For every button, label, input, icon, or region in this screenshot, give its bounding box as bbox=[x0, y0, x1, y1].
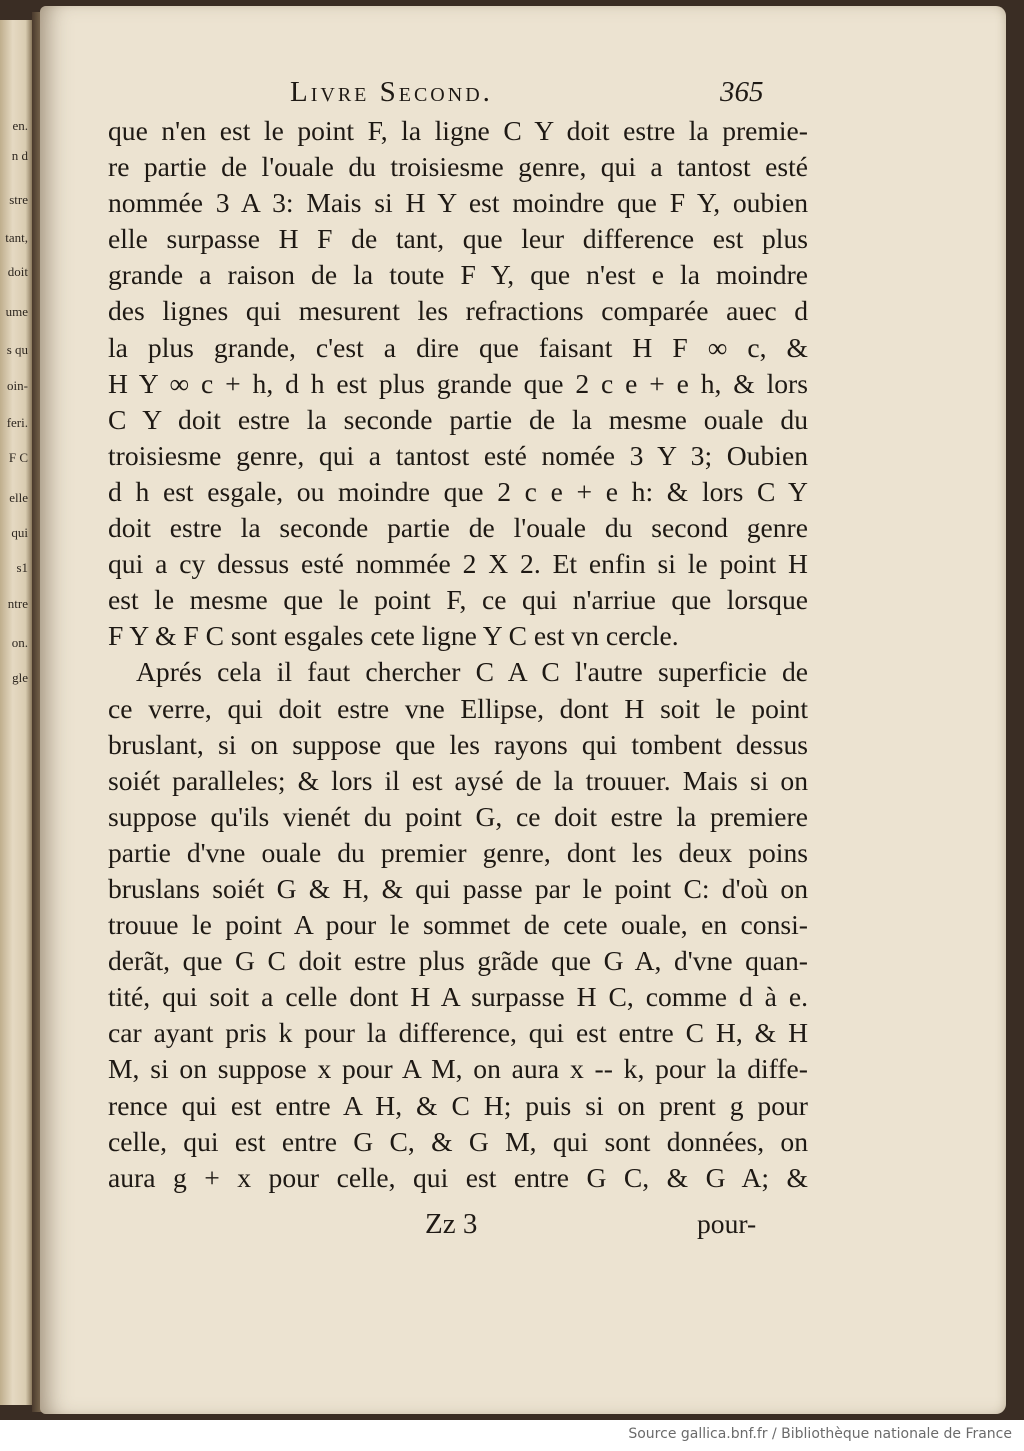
facing-page-fragment: stre bbox=[9, 192, 28, 207]
facing-page-fragment: feri. bbox=[6, 415, 28, 430]
running-head: Livre Second. bbox=[290, 76, 493, 108]
facing-page-fragment: tant, bbox=[5, 230, 28, 245]
text-line: qui a cy dessus esté nommée 2 X 2. Et enfin si le point H bbox=[108, 548, 808, 580]
catchword: pour- bbox=[697, 1208, 757, 1239]
text-line: grande a raison de la toute F Y, que n'est e la moindre bbox=[108, 259, 808, 291]
facing-page-fragment: gle bbox=[12, 670, 28, 685]
text-line: bruslans soiét G & H, & qui passe par le point C: d'où on bbox=[108, 872, 808, 904]
text-line: elle surpasse H F de tant, que leur difference est plus bbox=[108, 223, 808, 255]
text-line: F Y & F C sont esgales cete ligne Y C est vn cercle. bbox=[108, 620, 679, 652]
text-line: des lignes qui mesurent les refractions comparée auec d bbox=[108, 295, 808, 327]
text-line: que n'en est le point F, la ligne C Y doit estre la premie- bbox=[108, 115, 808, 146]
text-line: car ayant pris k pour la difference, qui est entre C H, & H bbox=[108, 1017, 808, 1049]
page-header bbox=[40, 76, 1006, 116]
facing-page-fragment: oin- bbox=[7, 378, 28, 393]
text-line: celle, qui est entre G C, & G M, qui sont données, on bbox=[108, 1125, 808, 1157]
text-line: suppose qu'ils vienét du point G, ce doit estre la premiere bbox=[108, 800, 808, 832]
text-line: tité, qui soit a celle dont H A surpasse H C, comme d à e. bbox=[108, 981, 808, 1013]
page-footer bbox=[40, 1208, 1006, 1248]
facing-page-fragment: s qu bbox=[6, 342, 28, 357]
text-line: nommée 3 A 3: Mais si H Y est moindre que F Y, oubien bbox=[108, 187, 808, 219]
page-number: 365 bbox=[720, 76, 764, 108]
facing-page-fragment: F C bbox=[8, 450, 28, 465]
facing-page-fragment: doit bbox=[7, 264, 28, 279]
facing-page-fragment: s1 bbox=[16, 560, 28, 575]
text-line: doit estre la seconde partie de l'ouale du second genre bbox=[108, 512, 808, 544]
facing-page-edge bbox=[0, 20, 32, 1405]
text-line: trouue le point A pour le sommet de cete ouale, en consi- bbox=[108, 909, 808, 941]
facing-page-fragment: ume bbox=[5, 304, 28, 319]
text-line: est le mesme que le point F, ce qui n'arriue que lorsque bbox=[108, 584, 808, 616]
facing-page-fragment: en. bbox=[12, 118, 28, 133]
text-line: Aprés cela il faut chercher C A C l'autre superficie de bbox=[136, 656, 808, 688]
page-body bbox=[108, 113, 808, 1196]
text-line: C Y doit estre la seconde partie de la mesme ouale du bbox=[108, 403, 808, 435]
text-line: rence qui est entre A H, & C H; puis si on prent g pour bbox=[108, 1089, 808, 1121]
text-line: partie d'vne ouale du premier genre, dont les deux poins bbox=[108, 836, 808, 868]
facing-page-fragment: qui bbox=[11, 525, 28, 540]
source-credit: Source gallica.bnf.fr / Bibliothèque nationale de France bbox=[628, 1426, 1012, 1442]
text-line: ce verre, qui doit estre vne Ellipse, dont H soit le point bbox=[108, 692, 808, 724]
text-line: derãt, que G C doit estre plus grãde que G A, d'vne quan- bbox=[108, 945, 808, 977]
facing-page-fragment: elle bbox=[9, 490, 28, 505]
text-line: la plus grande, c'est a dire que faisant H F ∞ c, & bbox=[108, 331, 808, 363]
facing-page-fragment: on. bbox=[11, 635, 28, 650]
text-line: M, si on suppose x pour A M, on aura x -- k, pour la diffe- bbox=[108, 1053, 808, 1085]
signature-mark: Zz 3 bbox=[425, 1208, 478, 1240]
facing-page-fragment: n d bbox=[11, 148, 28, 163]
text-line: re partie de l'ouale du troisiesme genre, qui a tantost esté bbox=[108, 151, 808, 183]
book-page bbox=[40, 6, 1006, 1414]
text-line: troisiesme genre, qui a tantost esté nomée 3 Y 3; Oubien bbox=[108, 439, 808, 471]
text-line: soiét paralleles; & lors il est aysé de la trouuer. Mais si on bbox=[108, 764, 808, 796]
text-line: bruslant, si on suppose que les rayons qui tombent dessus bbox=[108, 728, 808, 760]
text-line: aura g + x pour celle, qui est entre G C, & G A; & bbox=[108, 1161, 808, 1193]
text-line: d h est esgale, ou moindre que 2 c e + e h: & lors C Y bbox=[108, 475, 808, 507]
facing-page-fragment: ntre bbox=[7, 596, 28, 611]
text-line: H Y ∞ c + h, d h est plus grande que 2 c e + e h, & lors bbox=[108, 367, 808, 399]
